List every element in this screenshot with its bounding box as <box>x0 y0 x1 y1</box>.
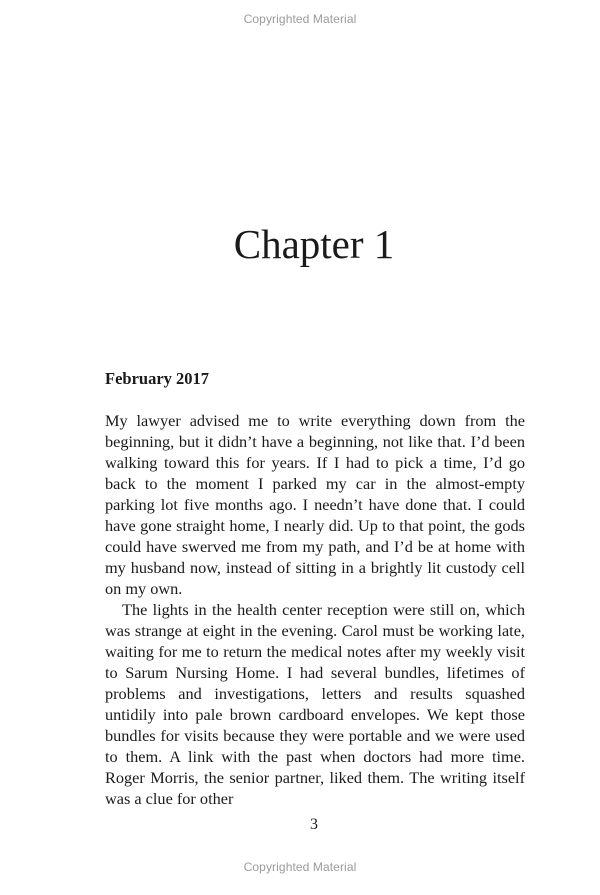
paragraph-1: My lawyer advised me to write everything down from the beginning, but it didn’t have a beginning, not like that. I’d been walking toward this for years. If I had to pick a time, I’d go back to the moment I parked my car in the almost-empty parking lot five months ago. I needn’t have done that. I could have gone straight home, I nearly did. Up to that point, the gods could have swerved me from my path, and I’d be at home with my husband now, instead of sitting in a brightly lit custody cell on my own. <box>105 411 525 598</box>
copyright-watermark-top: Copyrighted Material <box>243 12 357 26</box>
paragraph-2: The lights in the health center reception were still on, which was strange at eight in the evening. Carol must be working late, waiting for me to return the medical notes after my weekly visit to Sarum Nursing Home. I had several bundles, lifetimes of problems and investigations, letters and results squashed untidily into pale brown cardboard envelopes. We kept those bundles for visits because they were portable and we were used to them. A link with the past when doctors had more time. Roger Morris, the senior partner, liked them. The writing itself was a clue for other <box>105 600 525 808</box>
chapter-title: Chapter 1 <box>233 221 395 267</box>
body-text <box>105 410 525 809</box>
chapter-date-heading: February 2017 <box>105 369 210 388</box>
copyright-watermark-bottom: Copyrighted Material <box>243 860 357 874</box>
page-number: 3 <box>310 816 318 833</box>
